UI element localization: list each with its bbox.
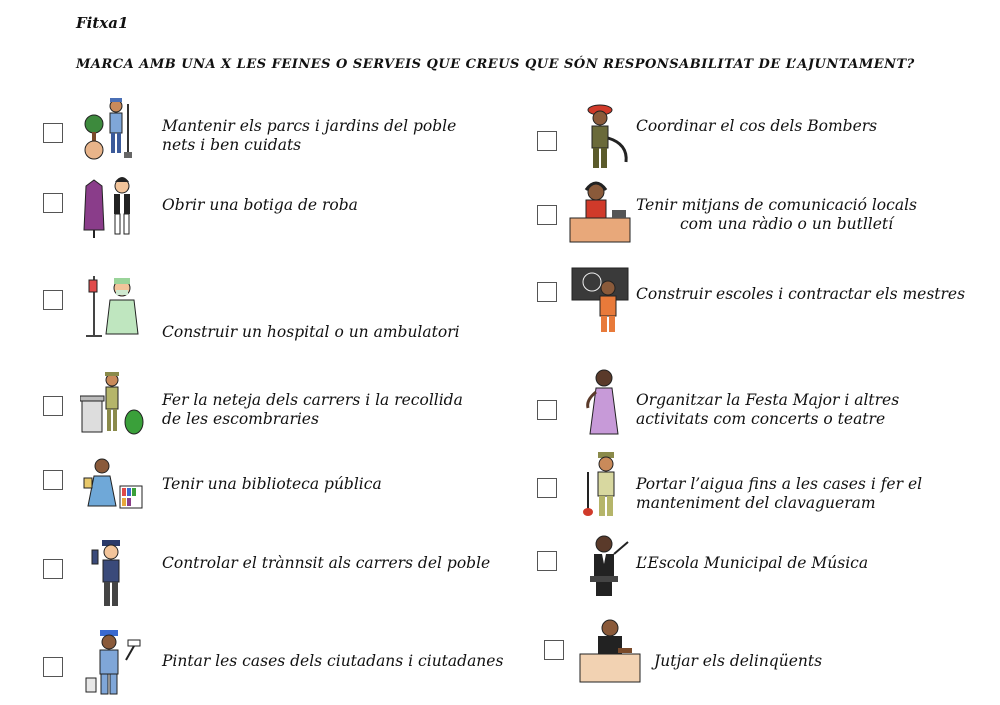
task-label-line: Fer la neteja dels carrers i la recollida: [162, 391, 463, 409]
task-label-line: Mantenir els parcs i jardins del poble: [162, 117, 457, 135]
checkbox-street-cleaning[interactable]: [43, 396, 63, 416]
radio-host-icon: [568, 178, 632, 246]
task-label-line: de les escombraries: [162, 410, 319, 428]
checkbox-music-school[interactable]: [537, 551, 557, 571]
task-label-line: Tenir mitjans de comunicació locals: [636, 196, 917, 214]
painter-icon: [80, 630, 144, 698]
street-cleaner-icon: [80, 370, 144, 438]
task-label-line: Construir escoles i contractar els mestres: [636, 285, 966, 303]
checkbox-traffic[interactable]: [43, 559, 63, 579]
gardener-icon: [80, 94, 144, 162]
task-label-line: Portar l’aigua fins a les cases i fer el: [636, 475, 923, 493]
task-label-line: Obrir una botiga de roba: [162, 196, 358, 214]
doctor-icon: [80, 272, 144, 340]
checkbox-local-media[interactable]: [537, 205, 557, 225]
checkbox-festivities[interactable]: [537, 400, 557, 420]
checkbox-clothes-shop[interactable]: [43, 193, 63, 213]
checkbox-parks[interactable]: [43, 123, 63, 143]
singer-icon: [574, 368, 638, 436]
task-label-line: Pintar les cases dels ciutadans i ciutadanes: [162, 652, 504, 670]
judge-icon: [578, 616, 642, 684]
teacher-icon: [570, 266, 634, 334]
task-label-line: activitats com concerts o teatre: [636, 410, 886, 428]
conductor-icon: [574, 532, 638, 600]
task-label-line: Tenir una biblioteca pública: [162, 475, 382, 493]
task-label-line: Jutjar els delinqüents: [654, 652, 823, 670]
checkbox-judging[interactable]: [544, 640, 564, 660]
checkbox-painting[interactable]: [43, 657, 63, 677]
checkbox-water-sewers[interactable]: [537, 478, 557, 498]
task-label-line: Construir un hospital o un ambulatori: [162, 323, 460, 341]
task-label-line: Controlar el trànnsit als carrers del poble: [162, 554, 491, 572]
task-label-line: Organitzar la Festa Major i altres: [636, 391, 900, 409]
checkbox-hospital[interactable]: [43, 290, 63, 310]
worksheet-title: Fitxa1: [76, 14, 129, 32]
plumber-icon: [574, 452, 638, 520]
checkbox-firefighters[interactable]: [537, 131, 557, 151]
task-label-line: nets i ben cuidats: [162, 136, 302, 154]
worksheet-question: MARCA AMB UNA X LES FEINES O SERVEIS QUE CREUS QUE SÓN RESPONSABILITAT DE L’AJUNTAMENT?: [76, 57, 915, 72]
checkbox-schools[interactable]: [537, 282, 557, 302]
task-label-line: manteniment del clavagueram: [636, 494, 876, 512]
librarian-icon: [80, 452, 144, 520]
checkbox-library[interactable]: [43, 470, 63, 490]
task-label-line: Coordinar el cos dels Bombers: [636, 117, 878, 135]
firefighter-icon: [570, 104, 634, 172]
task-label-line: com una ràdio o un butlletí: [680, 215, 894, 233]
clothes-shop-icon: [80, 172, 144, 240]
police-officer-icon: [80, 540, 144, 608]
task-label-line: L’Escola Municipal de Música: [636, 554, 869, 572]
